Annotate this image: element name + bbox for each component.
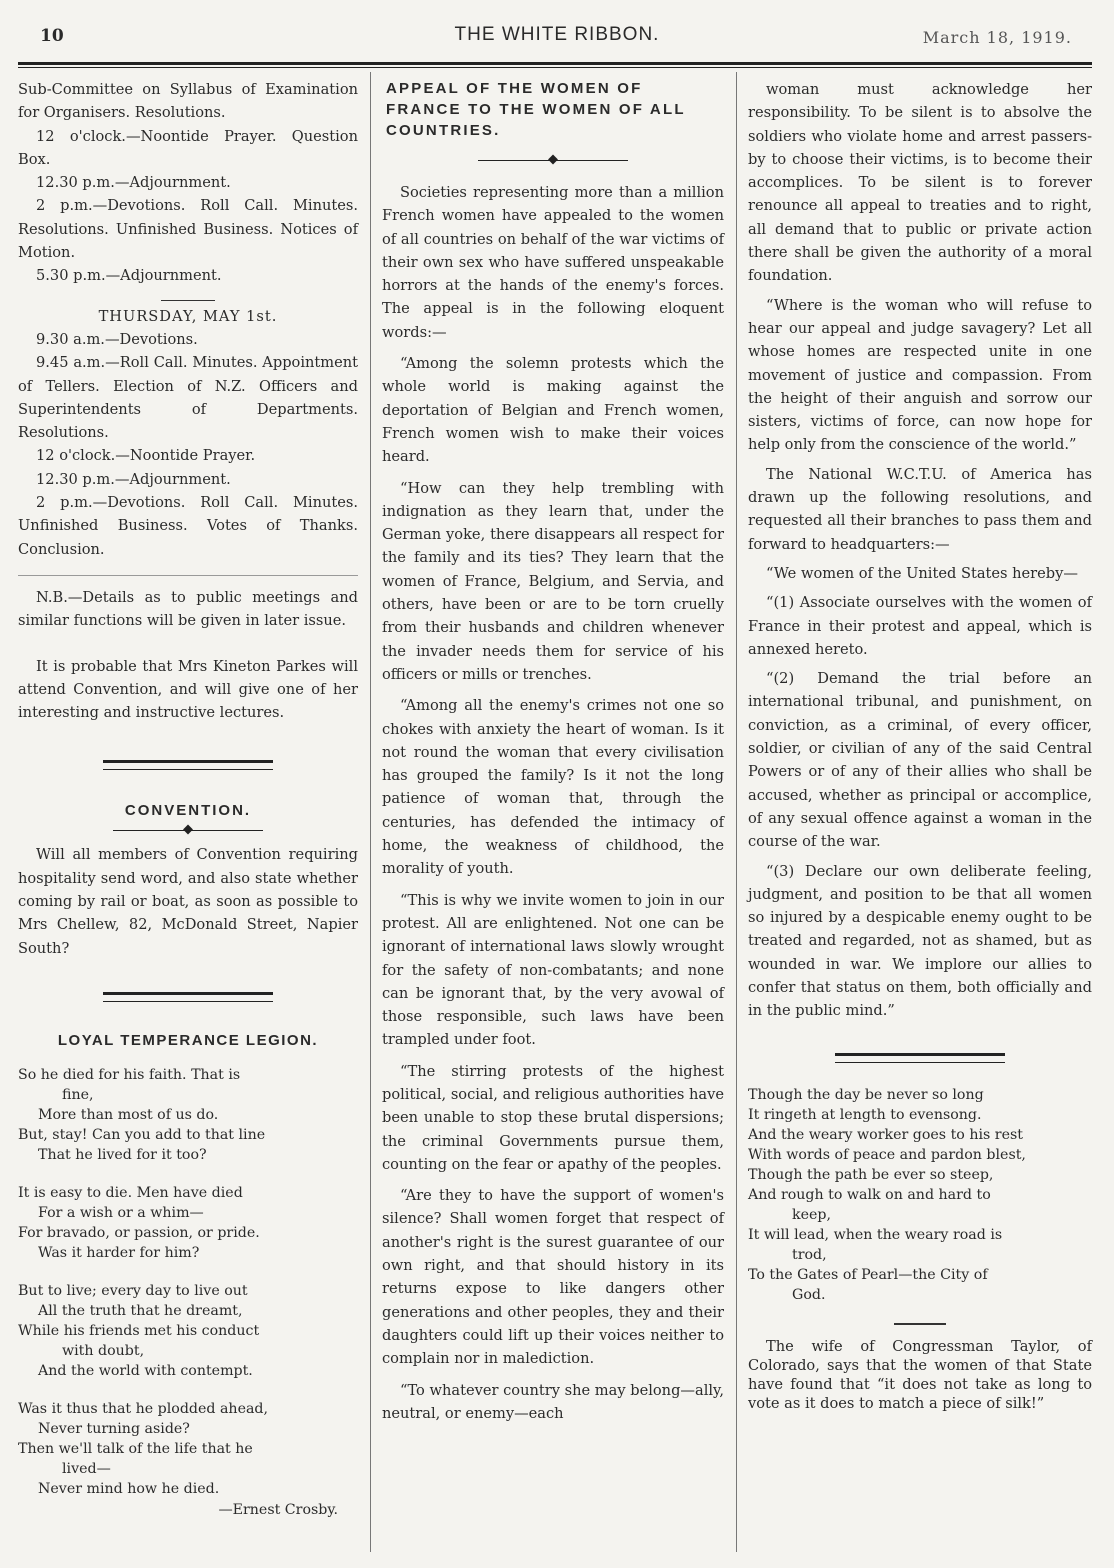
poem-line: It will lead, when the weary road is	[748, 1226, 1003, 1243]
poem-line: keep,	[792, 1206, 831, 1223]
agenda-item: Sub-Committee on Syllabus of Examination for Organisers. Resolutions.	[18, 81, 358, 122]
poem-line: It is easy to die. Men have died	[18, 1184, 243, 1201]
poem-line: Was it thus that he plodded ahead,	[18, 1400, 269, 1417]
diamond-rule	[113, 825, 263, 837]
column-divider	[736, 72, 737, 1552]
evensong-poem	[748, 1085, 1092, 1305]
poem-stanza	[18, 1183, 358, 1263]
poem-line: For bravado, or passion, or pride.	[18, 1224, 260, 1241]
day-heading: THURSDAY, MAY 1st.	[98, 307, 278, 325]
paragraph: “Are they to have the support of women's silence? Shall women forget that respect of another's right is the surest guarantee of our own right, and that should history in its returns expose to like dangers other generations and other peoples, they and their daughters could lift up their voices neither to complain nor in malediction.	[382, 1187, 724, 1368]
poem-line: Though the day be never so long	[748, 1086, 984, 1103]
double-rule	[835, 1053, 1005, 1063]
agenda-item: 12 o'clock.—Noontide Prayer. Question Box.	[18, 127, 358, 168]
poem-line: Never turning aside?	[38, 1420, 190, 1437]
poem-line: trod,	[792, 1246, 827, 1263]
paragraph: “We women of the United States hereby—	[766, 564, 1078, 582]
appeal-body	[382, 181, 724, 1425]
diamond-rule	[478, 155, 628, 167]
poem-line: And rough to walk on and hard to	[748, 1186, 991, 1203]
poem-line: While his friends met his conduct	[18, 1322, 260, 1339]
paragraph: “(2) Demand the trial before an international tribunal, and punishment, on conviction, as a criminal, of every officer, soldier, or civilian of any of the said Central Powers or of any of their allies who shall be accused, whether as principal or accomplice, of any sexual offence against a woman in the course of the war.	[748, 670, 1092, 851]
appeal-heading: APPEAL OF THE WOMEN OF FRANCE TO THE WOMEN OF ALL COUNTRIES.	[386, 80, 686, 139]
poem-line: So he died for his faith. That is	[18, 1066, 241, 1083]
poem-line: All the truth that he dreamt,	[38, 1302, 243, 1319]
paragraph: “(1) Associate ourselves with the women of France in their protest and appeal, which is annexed hereto.	[748, 594, 1092, 658]
masthead-rule	[18, 62, 1092, 68]
poem-stanza	[18, 1065, 358, 1165]
poem-line: To the Gates of Pearl—the City of	[748, 1266, 988, 1283]
paragraph: “The stirring protests of the highest political, social, and religious authorities have been unable to stop these brutal dispersions; the criminal Governments pursue them, counting on the fear or apathy of the peoples.	[382, 1062, 724, 1173]
poem-line: And the world with contempt.	[38, 1362, 253, 1379]
paragraph: The National W.C.T.U. of America has drawn up the following resolutions, and requested all their branches to pass them and forward to headquarters:—	[748, 465, 1092, 553]
double-rule	[103, 992, 273, 1002]
paragraph: “(3) Declare our own deliberate feeling, judgment, and position to be that all women so injured by a despicable enemy ought to be treated and regarded, not as shamed, but as wounded in war. We implore our allies to confer that status on them, both officially and in the public mind.”	[748, 862, 1092, 1020]
agenda-item: 5.30 p.m.—Adjournment.	[36, 267, 222, 285]
poem-line: With words of peace and pardon blest,	[748, 1146, 1026, 1163]
divider	[161, 300, 215, 301]
poem-line: Never mind how he died.	[38, 1480, 220, 1497]
agenda-item: 9.30 a.m.—Devotions.	[36, 330, 198, 348]
nb-note: N.B.—Details as to public meetings and similar functions will be given in later issue.	[18, 588, 358, 630]
poem-stanza	[18, 1399, 358, 1499]
convention-heading: CONVENTION.	[124, 802, 252, 820]
poem-line: For a wish or a whim—	[38, 1204, 204, 1221]
poem-line: Was it harder for him?	[38, 1244, 200, 1261]
agenda-item: 2 p.m.—Devotions. Roll Call. Minutes. Resolutions. Unfinished Business. Notices of Motion.	[18, 197, 358, 262]
resolutions-body	[748, 78, 1092, 1023]
kineton-note: It is probable that Mrs Kineton Parkes will attend Convention, and will give one of her interesting and instructive lectures.	[18, 657, 358, 722]
agenda-item: 12.30 p.m.—Adjournment.	[36, 470, 231, 488]
double-rule	[103, 760, 273, 770]
column-divider	[370, 72, 371, 1552]
poem-line: But to live; every day to live out	[18, 1282, 248, 1299]
poem-line: But, stay! Can you add to that line	[18, 1126, 266, 1143]
column-2	[382, 78, 724, 1425]
paragraph: woman must acknowledge her responsibility. To be silent is to absolve the soldiers who violate home and arrest passers-by to choose their victims, is to become their accomplices. To be silent is to forever renounce all appeal to treaties and to right, all demand that to public or private action there shall be given the authority of a moral foundation.	[748, 81, 1092, 285]
poem-line: It ringeth at length to evensong.	[748, 1106, 982, 1123]
agenda-item: 9.45 a.m.—Roll Call. Minutes. Appointment of Tellers. Election of N.Z. Officers and Superintendents of Departments. Resolutions.	[18, 354, 358, 442]
agenda-item: 12 o'clock.—Noontide Prayer.	[36, 447, 256, 465]
column-1	[18, 78, 358, 1522]
legion-heading: LOYAL TEMPERANCE LEGION.	[57, 1031, 319, 1049]
poem-line: And the weary worker goes to his rest	[748, 1126, 1023, 1143]
divider	[894, 1323, 946, 1325]
paragraph: Societies representing more than a million French women have appealed to the women of all countries on behalf of the war victims of their own sex who have suffered unspeakable horrors at the hands of the enemy's forces. The appeal is in the following eloquent words:—	[382, 184, 724, 341]
divider	[18, 575, 358, 576]
poem-line: with doubt,	[62, 1342, 145, 1359]
poem-line: Though the path be ever so steep,	[748, 1166, 994, 1183]
page-number: 10	[40, 26, 64, 46]
masthead	[0, 18, 1114, 54]
poem-author: —Ernest Crosby.	[218, 1501, 338, 1518]
paragraph: “To whatever country she may belong—ally, neutral, or enemy—each	[382, 1381, 724, 1422]
agenda-item: 2 p.m.—Devotions. Roll Call. Minutes. Unfinished Business. Votes of Thanks. Conclusion.	[18, 494, 358, 558]
poem-line: fine,	[62, 1086, 94, 1103]
paragraph: “Among the solemn protests which the whole world is making against the deportation of Belgian and French women, French women wish to make their voices heard.	[382, 355, 724, 466]
poem-line: That he lived for it too?	[38, 1146, 207, 1163]
convention-text: Will all members of Convention requiring hospitality send word, and also state whether coming by rail or boat, as soon as possible to Mrs Chellew, 82, McDonald Street, Napier South?	[18, 846, 358, 957]
poem-line: Then we'll talk of the life that he	[18, 1440, 253, 1457]
poem-line: More than most of us do.	[38, 1106, 219, 1123]
taylor-note: The wife of Congressman Taylor, of Colorado, says that the women of that State have found that “it does not take as long to vote as it does to match a piece of silk!”	[748, 1337, 1092, 1412]
paragraph: “This is why we invite women to join in our protest. All are enlightened. Not one can be ignorant of international laws slowly wrought for the safety of non-combatants; and none can be ignorant that, by the very avowal of those responsible, such laws have been trampled under foot.	[382, 891, 724, 1049]
publication-title: THE WHITE RIBBON.	[454, 24, 660, 45]
poem	[18, 1065, 358, 1499]
paragraph: “How can they help trembling with indignation as they learn that, under the German yoke, there disappears all respect for the family and its ties? They learn that the women of France, Belgium, and Servia, and others, have been or are to be torn cruelly from their husbands and children whenever the invader needs them for service of his officers or mills or trenches.	[382, 479, 724, 683]
agenda-item: 12.30 p.m.—Adjournment.	[36, 174, 231, 192]
poem-line: God.	[792, 1286, 826, 1303]
paragraph: “Where is the woman who will refuse to hear our appeal and judge savagery? Let all whose homes are respected unite in one movement of justice and compassion. From the height of their anguish and sorrow our sisters, victims of force, can now hope for help only from the conscience of the world.”	[748, 296, 1092, 454]
issue-date: March 18, 1919.	[922, 28, 1072, 47]
poem-stanza	[18, 1281, 358, 1381]
paragraph: “Among all the enemy's crimes not one so chokes with anxiety the heart of woman. Is it not round the woman that every civilisation has grouped the family? Is it not the long patience of woman that, through the centuries, has defended the intimacy of home, the weakness of childhood, the morality of youth.	[382, 697, 724, 878]
column-3	[748, 78, 1092, 1413]
poem-line: lived—	[62, 1460, 111, 1477]
